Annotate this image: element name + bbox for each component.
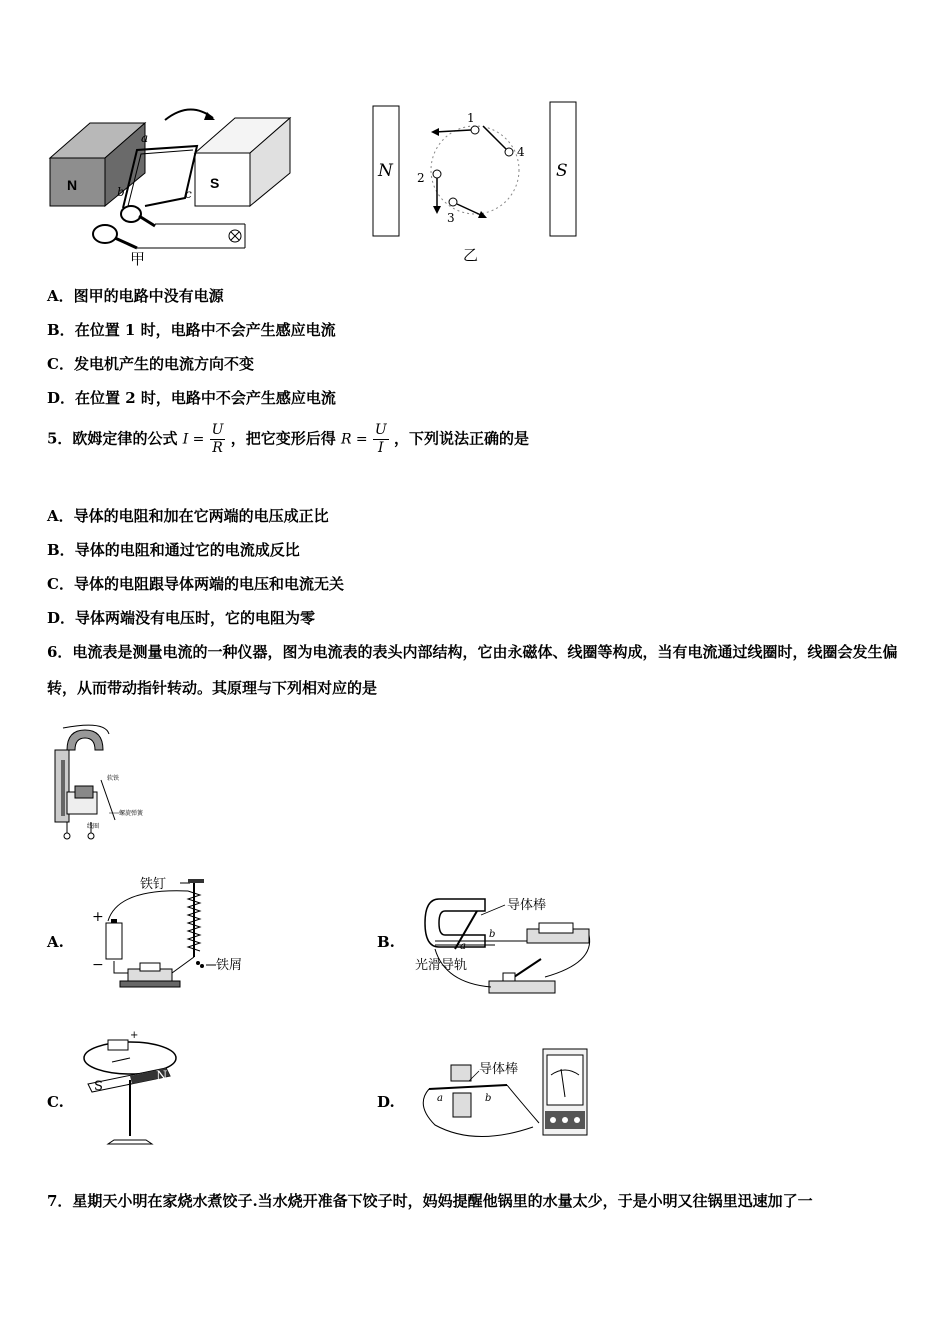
q5-option-d: D．导体两端没有电压时，它的电阻为零 bbox=[47, 609, 316, 627]
q6-option-a-figure bbox=[88, 873, 258, 995]
svg-text:+: + bbox=[92, 909, 104, 925]
q5-formula1-fraction: $\frac{U}{R}$ bbox=[211, 422, 224, 456]
q6-option-d-letter: D. bbox=[377, 1093, 395, 1111]
q6-stem: 6．电流表是测量电流的一种仪器，图为电流表的表头内部结构，它由永磁体、线圈等构成，当有电流通过线圈时，线圈会发生偏转，从而带动指针转动。其原理与下列相对应的是 bbox=[47, 643, 898, 697]
svg-text:铁屑: 铁屑 bbox=[216, 958, 243, 973]
q6-option-a-letter: A. bbox=[47, 933, 64, 951]
svg-text:2: 2 bbox=[417, 171, 425, 185]
svg-text:−: − bbox=[92, 957, 104, 973]
q4-option-c: C．发电机产生的电流方向不变 bbox=[47, 355, 254, 373]
svg-text:a: a bbox=[141, 131, 149, 145]
svg-text:光滑导轨: 光滑导轨 bbox=[415, 958, 468, 973]
q7-stem: 7．星期天小明在家烧水煮饺子.当水烧开准备下饺子时，妈妈提醒他锅里的水量太少，于是小明又往锅里迅速加了一 bbox=[47, 1192, 813, 1210]
figure-yi-positions bbox=[365, 98, 595, 268]
svg-text:铁钉: 铁钉 bbox=[140, 877, 167, 892]
q6-option-b-figure bbox=[415, 893, 600, 1005]
svg-text:S: S bbox=[556, 161, 568, 181]
svg-text:S: S bbox=[94, 1079, 103, 1094]
q5-option-a: A．导体的电阻和加在它两端的电压成正比 bbox=[47, 507, 329, 525]
svg-text:4: 4 bbox=[517, 145, 525, 159]
q4-option-d: D．在位置 2 时，电路中不会产生感应电流 bbox=[47, 389, 336, 407]
svg-text:N: N bbox=[156, 1069, 168, 1084]
svg-text:导体棒: 导体棒 bbox=[507, 898, 547, 913]
q6-option-c-figure bbox=[78, 1028, 188, 1150]
svg-text:c: c bbox=[185, 187, 192, 201]
q5-option-c: C．导体的电阻跟导体两端的电压和电流无关 bbox=[47, 575, 344, 593]
svg-text:软铁: 软铁 bbox=[107, 775, 120, 782]
q6-option-c-letter: C. bbox=[47, 1093, 64, 1111]
q5-formula2-fraction: $\frac{U}{I}$ bbox=[374, 422, 387, 456]
svg-text:N: N bbox=[67, 177, 78, 193]
svg-text:N: N bbox=[378, 161, 393, 181]
svg-text:3: 3 bbox=[447, 211, 455, 225]
svg-text:线圈: 线圈 bbox=[87, 823, 100, 830]
svg-text:b: b bbox=[489, 929, 496, 940]
svg-text:a: a bbox=[460, 941, 466, 952]
svg-text:b: b bbox=[485, 1093, 492, 1104]
q5-formula1-lhs: I = bbox=[182, 431, 205, 448]
figure-jia-generator bbox=[45, 98, 335, 268]
svg-text:乙: 乙 bbox=[463, 246, 479, 264]
svg-text:a: a bbox=[437, 1093, 443, 1104]
q5-option-b: B．导体的电阻和通过它的电流成反比 bbox=[47, 541, 300, 559]
svg-text:b: b bbox=[117, 185, 125, 199]
svg-text:S: S bbox=[210, 175, 220, 191]
q6-option-b-letter: B. bbox=[377, 933, 395, 951]
svg-text:+: + bbox=[130, 1030, 139, 1041]
q4-option-b: B．在位置 1 时，电路中不会产生感应电流 bbox=[47, 321, 336, 339]
q5-stem: 5．欧姆定律的公式 I = $\frac{U}{R}$ ，把它变形后得 R = $\frac{U}{I}$ ，下列说法正确的是 bbox=[47, 422, 529, 456]
svg-text:螺旋弹簧: 螺旋弹簧 bbox=[119, 810, 144, 817]
figure-ammeter-structure bbox=[45, 720, 165, 845]
q6-option-d-figure bbox=[415, 1045, 595, 1150]
q5-formula2-lhs: R = bbox=[340, 431, 368, 448]
svg-text:1: 1 bbox=[467, 111, 475, 125]
svg-text:甲: 甲 bbox=[130, 250, 146, 268]
svg-text:导体棒: 导体棒 bbox=[479, 1062, 519, 1077]
q4-option-a: A．图甲的电路中没有电源 bbox=[47, 287, 224, 305]
